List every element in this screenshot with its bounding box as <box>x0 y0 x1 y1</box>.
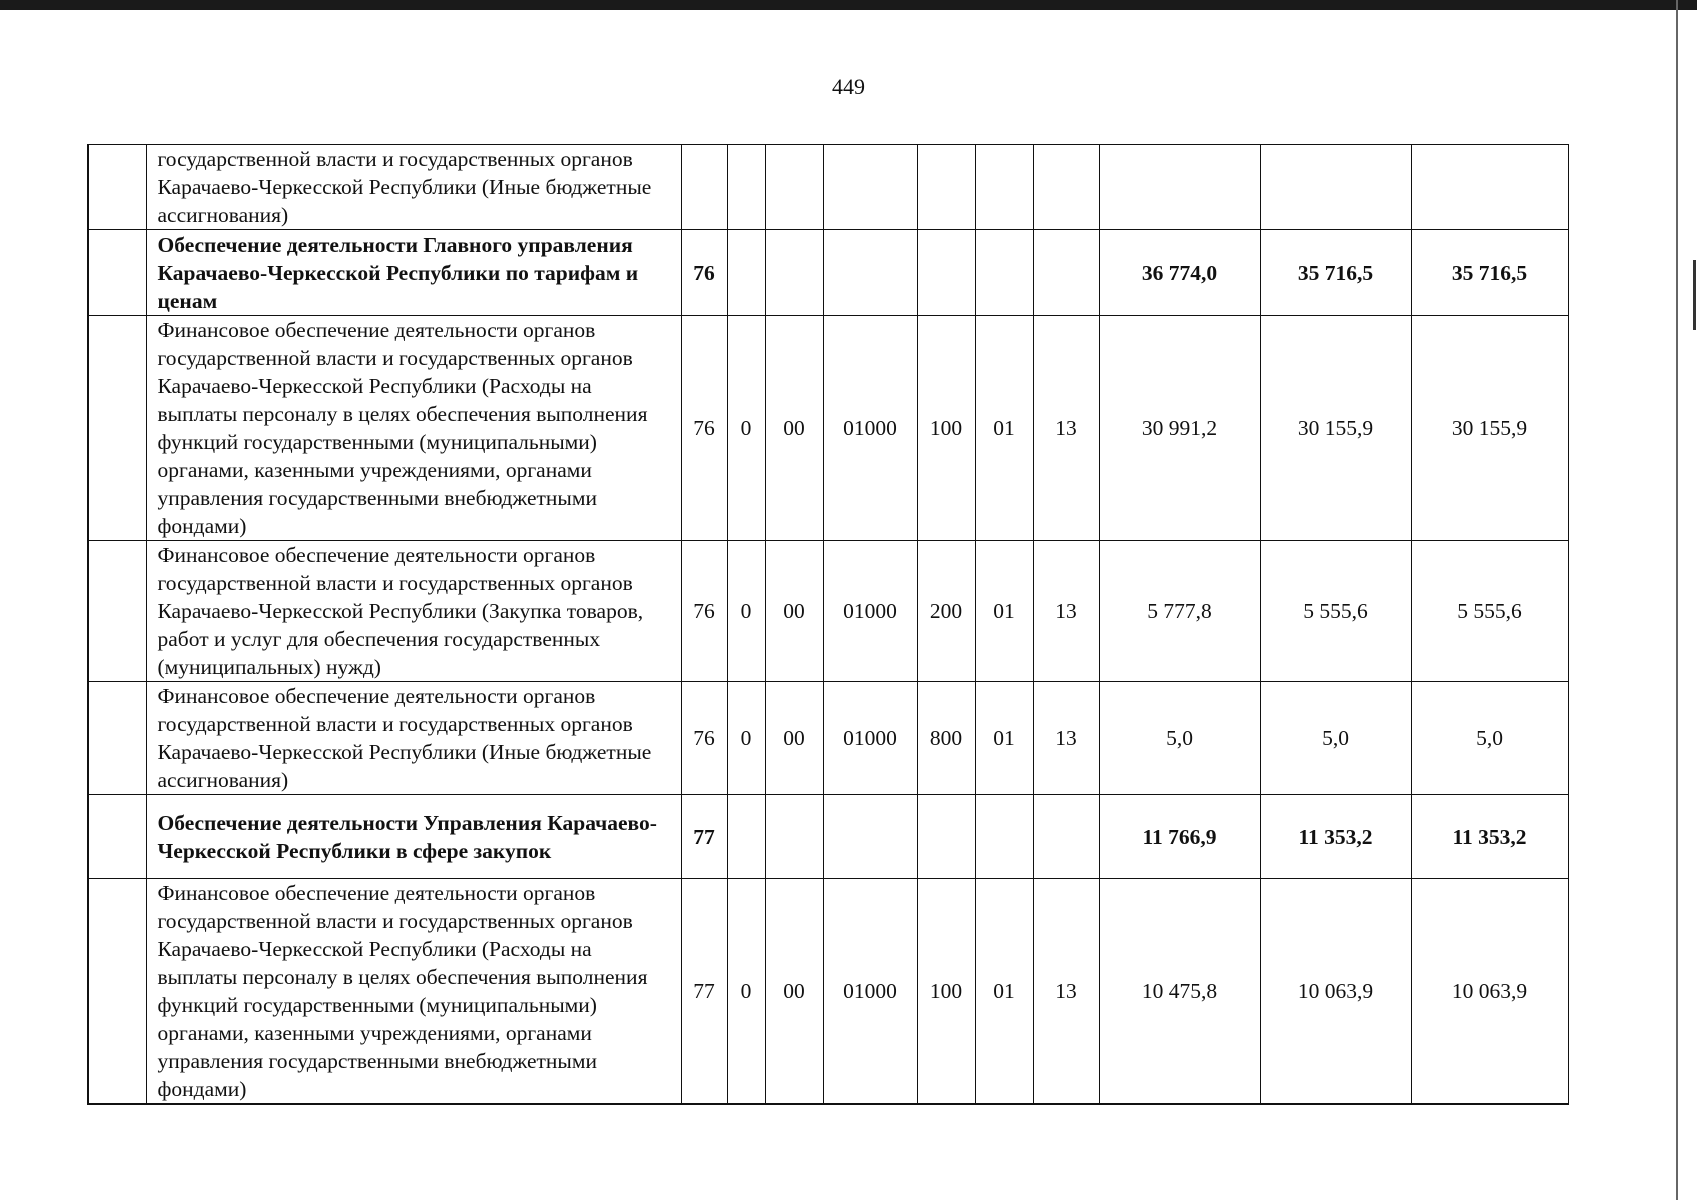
direction-code: 01000 <box>823 879 917 1105</box>
subprogram-code <box>727 145 765 230</box>
amount-year-2 <box>1260 145 1411 230</box>
amount-year-2: 5,0 <box>1260 682 1411 795</box>
amount-year-3 <box>1411 145 1568 230</box>
table-row <box>88 145 1568 230</box>
row-name: Обеспечение деятельности Управления Карачаево-Черкесской Республики в сфере закупок <box>146 795 681 879</box>
direction-code <box>823 230 917 316</box>
program-code: 76 <box>681 682 727 795</box>
direction-code: 01000 <box>823 541 917 682</box>
subsection-code: 13 <box>1033 682 1099 795</box>
expense-type-code: 800 <box>917 682 975 795</box>
amount-year-2: 11 353,2 <box>1260 795 1411 879</box>
expense-type-code <box>917 230 975 316</box>
program-code <box>681 145 727 230</box>
table-row <box>88 316 1568 541</box>
program-code: 76 <box>681 541 727 682</box>
subsection-code <box>1033 230 1099 316</box>
program-code: 77 <box>681 879 727 1105</box>
subprogram-code <box>727 795 765 879</box>
row-name: государственной власти и государственных органов Карачаево-Черкесской Республики (Иные бюджетные ассигнования) <box>146 145 681 230</box>
amount-year-1: 30 991,2 <box>1099 316 1260 541</box>
subsection-code <box>1033 795 1099 879</box>
section-code <box>975 145 1033 230</box>
subsection-code: 13 <box>1033 879 1099 1105</box>
event-code <box>765 145 823 230</box>
amount-year-1: 36 774,0 <box>1099 230 1260 316</box>
amount-year-2: 10 063,9 <box>1260 879 1411 1105</box>
section-code: 01 <box>975 682 1033 795</box>
subprogram-code: 0 <box>727 541 765 682</box>
amount-year-3: 35 716,5 <box>1411 230 1568 316</box>
table-row <box>88 541 1568 682</box>
subsection-code: 13 <box>1033 316 1099 541</box>
row-index-cell <box>88 145 146 230</box>
section-code: 01 <box>975 541 1033 682</box>
event-code <box>765 795 823 879</box>
scan-top-edge <box>0 0 1697 10</box>
event-code <box>765 230 823 316</box>
amount-year-3: 11 353,2 <box>1411 795 1568 879</box>
expense-type-code: 100 <box>917 316 975 541</box>
event-code: 00 <box>765 879 823 1105</box>
scan-edge-mark <box>1693 260 1696 330</box>
page-number: 449 <box>832 74 865 99</box>
row-index-cell <box>88 316 146 541</box>
subprogram-code <box>727 230 765 316</box>
row-index-cell <box>88 795 146 879</box>
event-code: 00 <box>765 316 823 541</box>
expense-type-code: 200 <box>917 541 975 682</box>
amount-year-2: 5 555,6 <box>1260 541 1411 682</box>
subprogram-code: 0 <box>727 879 765 1105</box>
row-index-cell <box>88 541 146 682</box>
row-name: Финансовое обеспечение деятельности органов государственной власти и государственных органов Карачаево-Черкесской Республики (Иные бюджетные ассигнования) <box>146 682 681 795</box>
amount-year-3: 5,0 <box>1411 682 1568 795</box>
section-code: 01 <box>975 879 1033 1105</box>
amount-year-1: 5 777,8 <box>1099 541 1260 682</box>
table-row <box>88 795 1568 879</box>
amount-year-3: 10 063,9 <box>1411 879 1568 1105</box>
section-code <box>975 230 1033 316</box>
subsection-code <box>1033 145 1099 230</box>
expense-type-code <box>917 145 975 230</box>
event-code: 00 <box>765 682 823 795</box>
direction-code: 01000 <box>823 316 917 541</box>
row-index-cell <box>88 879 146 1105</box>
amount-year-1: 11 766,9 <box>1099 795 1260 879</box>
amount-year-3: 5 555,6 <box>1411 541 1568 682</box>
expense-type-code: 100 <box>917 879 975 1105</box>
program-code: 77 <box>681 795 727 879</box>
expense-type-code <box>917 795 975 879</box>
amount-year-1 <box>1099 145 1260 230</box>
direction-code: 01000 <box>823 682 917 795</box>
amount-year-1: 5,0 <box>1099 682 1260 795</box>
program-code: 76 <box>681 316 727 541</box>
table-row <box>88 879 1568 1105</box>
amount-year-2: 35 716,5 <box>1260 230 1411 316</box>
row-index-cell <box>88 682 146 795</box>
amount-year-1: 10 475,8 <box>1099 879 1260 1105</box>
section-code <box>975 795 1033 879</box>
budget-table <box>87 144 1569 1105</box>
subsection-code: 13 <box>1033 541 1099 682</box>
direction-code <box>823 145 917 230</box>
row-index-cell <box>88 230 146 316</box>
subprogram-code: 0 <box>727 316 765 541</box>
table-row <box>88 682 1568 795</box>
amount-year-3: 30 155,9 <box>1411 316 1568 541</box>
row-name: Финансовое обеспечение деятельности органов государственной власти и государственных органов Карачаево-Черкесской Республики (Закупка товаров, работ и услуг для обеспечения государственных (муниципальных) нужд) <box>146 541 681 682</box>
section-code: 01 <box>975 316 1033 541</box>
amount-year-2: 30 155,9 <box>1260 316 1411 541</box>
direction-code <box>823 795 917 879</box>
row-name: Финансовое обеспечение деятельности органов государственной власти и государственных органов Карачаево-Черкесской Республики (Расходы на выплаты персоналу в целях обеспечения выполнения функций государственными (муниципальными) органами, казенными учреждениями, органами управления государственными внебюджетными фондами) <box>146 316 681 541</box>
program-code: 76 <box>681 230 727 316</box>
scan-right-edge <box>1676 0 1678 1200</box>
subprogram-code: 0 <box>727 682 765 795</box>
row-name: Обеспечение деятельности Главного управления Карачаево-Черкесской Республики по тарифам и ценам <box>146 230 681 316</box>
event-code: 00 <box>765 541 823 682</box>
row-name: Финансовое обеспечение деятельности органов государственной власти и государственных органов Карачаево-Черкесской Республики (Расходы на выплаты персоналу в целях обеспечения выполнения функций государственными (муниципальными) органами, казенными учреждениями, органами управления государственными внебюджетными фондами) <box>146 879 681 1105</box>
table-row <box>88 230 1568 316</box>
